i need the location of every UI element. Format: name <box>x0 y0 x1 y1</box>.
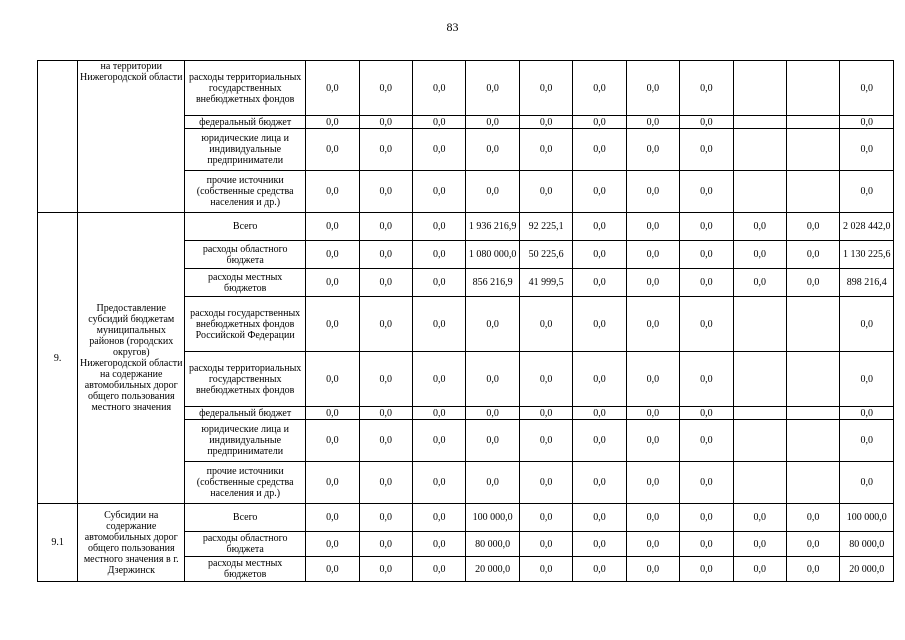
value-cell <box>733 420 786 462</box>
value-cell: 0,0 <box>413 61 466 116</box>
value-cell: 100 000,0 <box>840 504 894 532</box>
value-cell: 0,0 <box>680 352 733 407</box>
value-cell: 0,0 <box>359 241 412 269</box>
budget-table <box>37 60 894 582</box>
value-cell: 0,0 <box>626 171 679 213</box>
value-cell: 0,0 <box>413 420 466 462</box>
value-cell: 0,0 <box>626 504 679 532</box>
value-cell: 0,0 <box>733 557 786 582</box>
value-cell <box>786 352 839 407</box>
value-cell <box>733 297 786 352</box>
value-cell: 100 000,0 <box>466 504 519 532</box>
item-number: 9. <box>38 213 78 504</box>
table-body <box>38 61 894 582</box>
value-cell: 0,0 <box>306 213 359 241</box>
value-cell <box>786 297 839 352</box>
value-cell: 0,0 <box>466 171 519 213</box>
value-cell: 0,0 <box>306 504 359 532</box>
value-cell: 0,0 <box>573 420 626 462</box>
value-cell: 0,0 <box>306 116 359 129</box>
page-number: 83 <box>446 20 459 34</box>
value-cell: 0,0 <box>306 297 359 352</box>
value-cell: 0,0 <box>359 407 412 420</box>
value-cell <box>786 407 839 420</box>
funding-source: Всего <box>185 504 306 532</box>
funding-source: расходы территориальных государственных внебюджетных фондов <box>185 352 306 407</box>
value-cell: 0,0 <box>733 269 786 297</box>
value-cell: 0,0 <box>519 171 572 213</box>
value-cell: 0,0 <box>840 171 894 213</box>
funding-source: Всего <box>185 213 306 241</box>
funding-source: расходы областного бюджета <box>185 532 306 557</box>
value-cell <box>786 61 839 116</box>
value-cell: 0,0 <box>306 61 359 116</box>
funding-source: расходы местных бюджетов <box>185 557 306 582</box>
value-cell: 0,0 <box>680 504 733 532</box>
value-cell: 1 936 216,9 <box>466 213 519 241</box>
value-cell: 0,0 <box>573 352 626 407</box>
value-cell: 0,0 <box>519 504 572 532</box>
funding-source: прочие источники (собственные средства населения и др.) <box>185 462 306 504</box>
value-cell: 0,0 <box>786 213 839 241</box>
value-cell: 0,0 <box>359 213 412 241</box>
funding-source: расходы местных бюджетов <box>185 269 306 297</box>
value-cell: 0,0 <box>519 352 572 407</box>
value-cell: 0,0 <box>733 504 786 532</box>
value-cell: 0,0 <box>359 129 412 171</box>
value-cell: 0,0 <box>680 213 733 241</box>
value-cell: 0,0 <box>306 557 359 582</box>
value-cell: 0,0 <box>786 557 839 582</box>
item-description: на территории Нижегородской области <box>78 61 185 213</box>
value-cell: 0,0 <box>413 462 466 504</box>
value-cell: 898 216,4 <box>840 269 894 297</box>
value-cell: 0,0 <box>519 407 572 420</box>
value-cell: 0,0 <box>519 61 572 116</box>
value-cell: 0,0 <box>519 557 572 582</box>
value-cell: 0,0 <box>573 504 626 532</box>
value-cell: 0,0 <box>786 241 839 269</box>
value-cell: 0,0 <box>733 241 786 269</box>
value-cell: 0,0 <box>519 116 572 129</box>
value-cell: 856 216,9 <box>466 269 519 297</box>
value-cell: 20 000,0 <box>466 557 519 582</box>
value-cell <box>733 61 786 116</box>
funding-source: расходы областного бюджета <box>185 241 306 269</box>
value-cell <box>733 129 786 171</box>
value-cell: 0,0 <box>413 171 466 213</box>
value-cell: 0,0 <box>359 269 412 297</box>
value-cell: 0,0 <box>733 532 786 557</box>
value-cell: 0,0 <box>840 61 894 116</box>
value-cell: 0,0 <box>519 532 572 557</box>
value-cell: 0,0 <box>626 462 679 504</box>
item-number: 9.1 <box>38 504 78 582</box>
item-description: Предоставление субсидий бюджетам муниципальных районов (городских округов) Нижегородской области на содержание автомобильных дорог общего пользования местного значения <box>78 213 185 504</box>
value-cell <box>786 462 839 504</box>
value-cell: 0,0 <box>359 171 412 213</box>
value-cell: 0,0 <box>306 129 359 171</box>
value-cell: 0,0 <box>680 462 733 504</box>
value-cell: 0,0 <box>466 297 519 352</box>
value-cell: 2 028 442,0 <box>840 213 894 241</box>
value-cell: 0,0 <box>466 407 519 420</box>
value-cell: 0,0 <box>413 352 466 407</box>
funding-source: федеральный бюджет <box>185 116 306 129</box>
value-cell <box>786 171 839 213</box>
value-cell: 80 000,0 <box>466 532 519 557</box>
item-description: Субсидии на содержание автомобильных дорог общего пользования местного значения в г. Дзержинск <box>78 504 185 582</box>
value-cell: 0,0 <box>466 61 519 116</box>
value-cell: 0,0 <box>680 269 733 297</box>
value-cell: 0,0 <box>573 557 626 582</box>
value-cell: 0,0 <box>680 171 733 213</box>
funding-source: прочие источники (собственные средства населения и др.) <box>185 171 306 213</box>
value-cell: 0,0 <box>359 462 412 504</box>
value-cell: 0,0 <box>306 241 359 269</box>
value-cell: 0,0 <box>413 504 466 532</box>
value-cell: 0,0 <box>840 116 894 129</box>
table-row <box>38 213 894 241</box>
value-cell: 0,0 <box>359 420 412 462</box>
value-cell: 0,0 <box>413 407 466 420</box>
value-cell: 0,0 <box>413 241 466 269</box>
value-cell <box>733 407 786 420</box>
value-cell: 0,0 <box>359 557 412 582</box>
value-cell: 0,0 <box>680 297 733 352</box>
table-row <box>38 61 894 116</box>
value-cell: 0,0 <box>680 241 733 269</box>
value-cell: 0,0 <box>466 116 519 129</box>
value-cell: 0,0 <box>573 213 626 241</box>
value-cell: 0,0 <box>519 462 572 504</box>
value-cell: 0,0 <box>519 297 572 352</box>
value-cell: 0,0 <box>519 420 572 462</box>
value-cell: 0,0 <box>306 420 359 462</box>
value-cell: 0,0 <box>306 532 359 557</box>
value-cell <box>733 462 786 504</box>
value-cell: 0,0 <box>359 352 412 407</box>
value-cell: 0,0 <box>626 297 679 352</box>
value-cell: 0,0 <box>413 269 466 297</box>
value-cell: 0,0 <box>519 129 572 171</box>
value-cell <box>786 420 839 462</box>
value-cell: 0,0 <box>306 407 359 420</box>
value-cell: 0,0 <box>626 557 679 582</box>
value-cell: 0,0 <box>626 532 679 557</box>
funding-source: расходы территориальных государственных внебюджетных фондов <box>185 61 306 116</box>
value-cell: 0,0 <box>306 171 359 213</box>
value-cell: 0,0 <box>626 269 679 297</box>
value-cell: 0,0 <box>413 297 466 352</box>
value-cell: 0,0 <box>680 420 733 462</box>
value-cell: 0,0 <box>466 420 519 462</box>
value-cell: 0,0 <box>466 352 519 407</box>
value-cell: 0,0 <box>626 213 679 241</box>
value-cell: 0,0 <box>680 61 733 116</box>
value-cell: 50 225,6 <box>519 241 572 269</box>
value-cell: 0,0 <box>840 462 894 504</box>
value-cell: 0,0 <box>840 352 894 407</box>
value-cell: 0,0 <box>413 116 466 129</box>
value-cell: 0,0 <box>786 269 839 297</box>
value-cell <box>786 129 839 171</box>
value-cell: 0,0 <box>573 269 626 297</box>
value-cell: 0,0 <box>786 532 839 557</box>
value-cell: 0,0 <box>840 407 894 420</box>
value-cell: 0,0 <box>573 241 626 269</box>
value-cell: 0,0 <box>626 407 679 420</box>
value-cell: 0,0 <box>626 241 679 269</box>
value-cell: 92 225,1 <box>519 213 572 241</box>
value-cell <box>733 352 786 407</box>
value-cell: 0,0 <box>413 129 466 171</box>
value-cell: 0,0 <box>413 213 466 241</box>
value-cell: 0,0 <box>573 297 626 352</box>
value-cell: 0,0 <box>573 462 626 504</box>
value-cell: 0,0 <box>680 557 733 582</box>
value-cell: 0,0 <box>680 532 733 557</box>
value-cell: 0,0 <box>840 420 894 462</box>
value-cell: 0,0 <box>680 116 733 129</box>
value-cell: 1 080 000,0 <box>466 241 519 269</box>
funding-source: расходы государственных внебюджетных фондов Российской Федерации <box>185 297 306 352</box>
item-number <box>38 61 78 213</box>
value-cell: 0,0 <box>306 269 359 297</box>
value-cell: 0,0 <box>573 532 626 557</box>
value-cell: 0,0 <box>680 407 733 420</box>
table-row <box>38 504 894 532</box>
value-cell: 0,0 <box>359 532 412 557</box>
value-cell: 0,0 <box>306 462 359 504</box>
value-cell: 0,0 <box>413 557 466 582</box>
value-cell: 0,0 <box>466 462 519 504</box>
value-cell <box>786 116 839 129</box>
value-cell: 0,0 <box>626 352 679 407</box>
value-cell: 0,0 <box>413 532 466 557</box>
value-cell: 0,0 <box>306 352 359 407</box>
value-cell <box>733 171 786 213</box>
value-cell: 41 999,5 <box>519 269 572 297</box>
value-cell: 0,0 <box>840 129 894 171</box>
value-cell: 0,0 <box>359 61 412 116</box>
value-cell: 0,0 <box>626 129 679 171</box>
value-cell: 80 000,0 <box>840 532 894 557</box>
value-cell: 0,0 <box>626 61 679 116</box>
value-cell: 0,0 <box>359 504 412 532</box>
value-cell: 0,0 <box>359 116 412 129</box>
value-cell: 0,0 <box>840 297 894 352</box>
value-cell: 0,0 <box>626 116 679 129</box>
funding-source: юридические лица и индивидуальные предприниматели <box>185 129 306 171</box>
value-cell: 0,0 <box>733 213 786 241</box>
value-cell: 0,0 <box>573 407 626 420</box>
value-cell: 1 130 225,6 <box>840 241 894 269</box>
value-cell: 0,0 <box>573 171 626 213</box>
value-cell <box>733 116 786 129</box>
value-cell: 0,0 <box>573 129 626 171</box>
funding-source: юридические лица и индивидуальные предприниматели <box>185 420 306 462</box>
value-cell: 0,0 <box>680 129 733 171</box>
value-cell: 0,0 <box>466 129 519 171</box>
value-cell: 0,0 <box>573 116 626 129</box>
value-cell: 0,0 <box>786 504 839 532</box>
value-cell: 0,0 <box>626 420 679 462</box>
value-cell: 20 000,0 <box>840 557 894 582</box>
value-cell: 0,0 <box>573 61 626 116</box>
value-cell: 0,0 <box>359 297 412 352</box>
funding-source: федеральный бюджет <box>185 407 306 420</box>
